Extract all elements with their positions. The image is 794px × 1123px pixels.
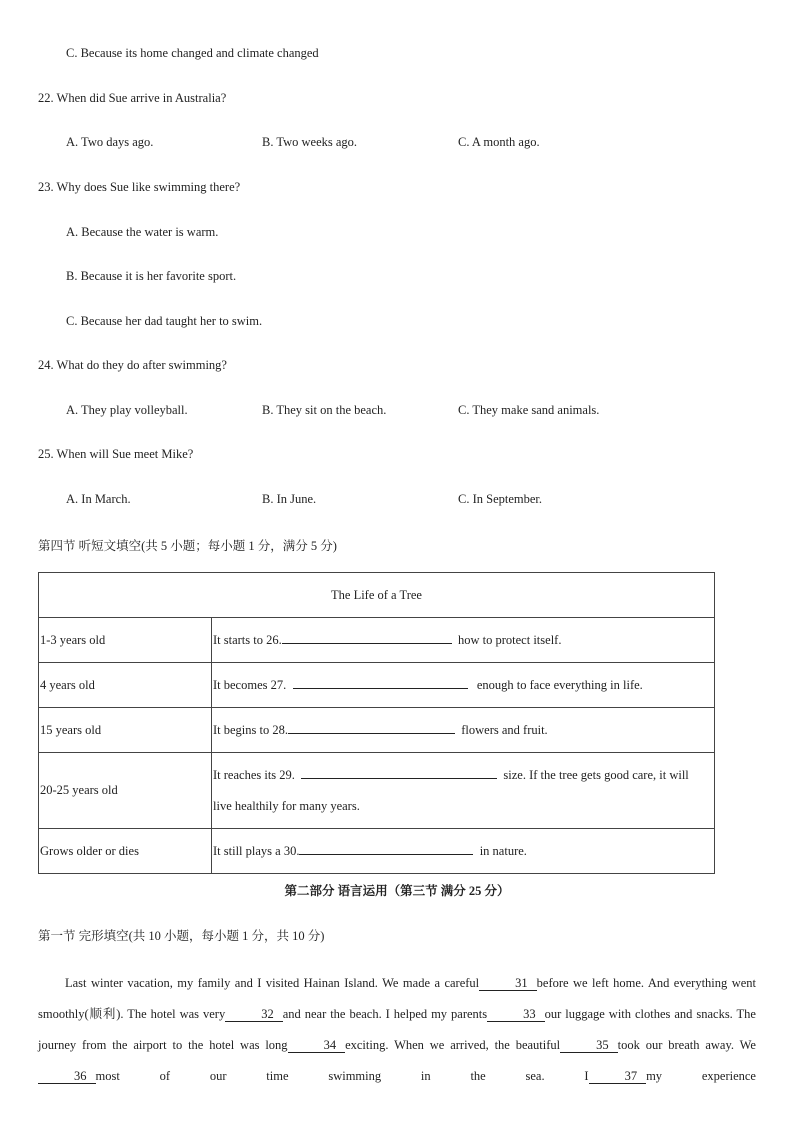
- part-2-title: 第二部分 语言运用（第三节 满分 25 分）: [284, 884, 510, 898]
- question-22-option-b: B. Two weeks ago.: [262, 135, 358, 149]
- answer-blank-27[interactable]: [293, 678, 468, 689]
- question-22-stem: 22. When did Sue arrive in Australia?: [38, 91, 227, 105]
- section-4-title: 第四节 听短文填空(共 5 小题；每小题 1 分，满分 5 分): [38, 539, 337, 553]
- cloze-blank-35[interactable]: 35: [560, 1038, 618, 1053]
- question-23-option-c: C. Because her dad taught her to swim.: [66, 314, 263, 328]
- passage-text: exciting. When we arrived, the beautiful: [345, 1038, 561, 1052]
- table-title: The Life of a Tree: [39, 573, 715, 618]
- cloze-blank-31[interactable]: 31: [479, 976, 537, 991]
- question-25-option-b: B. In June.: [262, 492, 317, 506]
- fill-prefix: It still plays a 30.: [213, 843, 300, 858]
- answer-blank-29[interactable]: [301, 768, 497, 779]
- answer-blank-26[interactable]: [282, 633, 452, 644]
- fill-suffix: enough to face everything in life.: [476, 677, 643, 692]
- fill-cell: [212, 663, 715, 708]
- question-25-option-a: A. In March.: [66, 492, 131, 506]
- fill-continuation: live healthily for many years.: [213, 798, 360, 813]
- table-row: [39, 753, 715, 829]
- fill-suffix: flowers and fruit.: [461, 722, 548, 737]
- fill-suffix: size. If the tree gets good care, it will: [503, 767, 689, 782]
- fill-prefix: It begins to 28.: [213, 722, 288, 737]
- cloze-blank-37[interactable]: 37: [589, 1069, 647, 1084]
- table-row: [39, 663, 715, 708]
- question-24-option-c: C. They make sand animals.: [458, 403, 600, 417]
- passage-text: and near the beach. I helped my parents: [282, 1007, 488, 1021]
- table-row: [39, 829, 715, 874]
- cloze-blank-33[interactable]: 33: [487, 1007, 545, 1022]
- question-23-stem: 23. Why does Sue like swimming there?: [38, 180, 241, 194]
- question-24-stem: 24. What do they do after swimming?: [38, 358, 227, 372]
- fill-cell: [212, 829, 715, 874]
- fill-suffix: how to protect itself.: [458, 632, 562, 647]
- cloze-blank-36[interactable]: 36: [38, 1069, 96, 1084]
- age-cell: 1-3 years old: [39, 618, 212, 663]
- cloze-blank-34[interactable]: 34: [288, 1038, 346, 1053]
- question-22-option-a: A. Two days ago.: [66, 135, 154, 149]
- passage-text: most of our time swimming in the sea. I: [95, 1069, 589, 1083]
- question-24-option-a: A. They play volleyball.: [66, 403, 188, 417]
- age-cell: 15 years old: [39, 708, 212, 753]
- answer-blank-28[interactable]: [288, 723, 455, 734]
- fill-prefix: It reaches its 29.: [213, 767, 295, 782]
- passage-text: our luggage with clothes and snacks. The journey from the airport to the hotel was long: [38, 1007, 756, 1052]
- age-cell: 4 years old: [39, 663, 212, 708]
- answer-blank-30[interactable]: [299, 844, 473, 855]
- question-24-option-b: B. They sit on the beach.: [262, 403, 387, 417]
- age-cell: 20-25 years old: [39, 753, 212, 829]
- fill-cell: [212, 708, 715, 753]
- passage-text: my experience: [646, 1069, 756, 1083]
- question-25-stem: 25. When will Sue meet Mike?: [38, 447, 194, 461]
- fill-suffix: in nature.: [479, 843, 527, 858]
- passage-text: took our breath away. We: [617, 1038, 756, 1052]
- table-row: [39, 708, 715, 753]
- question-21-option-c: C. Because its home changed and climate changed: [66, 46, 319, 60]
- question-22-option-c: C. A month ago.: [458, 135, 540, 149]
- fill-cell: [212, 618, 715, 663]
- question-25-option-c: C. In September.: [458, 492, 543, 506]
- question-23-option-b: B. Because it is her favorite sport.: [66, 269, 237, 283]
- fill-prefix: It starts to 26.: [213, 632, 282, 647]
- age-cell: Grows older or dies: [39, 829, 212, 874]
- table-title-row: [39, 573, 715, 618]
- question-23-option-a: A. Because the water is warm.: [66, 225, 219, 239]
- tree-life-table: [38, 572, 715, 874]
- fill-cell: [212, 753, 715, 829]
- cloze-passage: [38, 968, 756, 1092]
- table-row: [39, 618, 715, 663]
- section-1-title: 第一节 完形填空(共 10 小题，每小题 1 分，共 10 分): [38, 929, 325, 943]
- passage-text: before we left home. And everything went smoothly(顺利). The hotel was very: [38, 976, 757, 1021]
- cloze-blank-32[interactable]: 32: [225, 1007, 283, 1022]
- fill-prefix: It becomes 27.: [213, 677, 287, 692]
- passage-text: Last winter vacation, my family and I visited Hainan Island. We made a careful: [65, 976, 480, 990]
